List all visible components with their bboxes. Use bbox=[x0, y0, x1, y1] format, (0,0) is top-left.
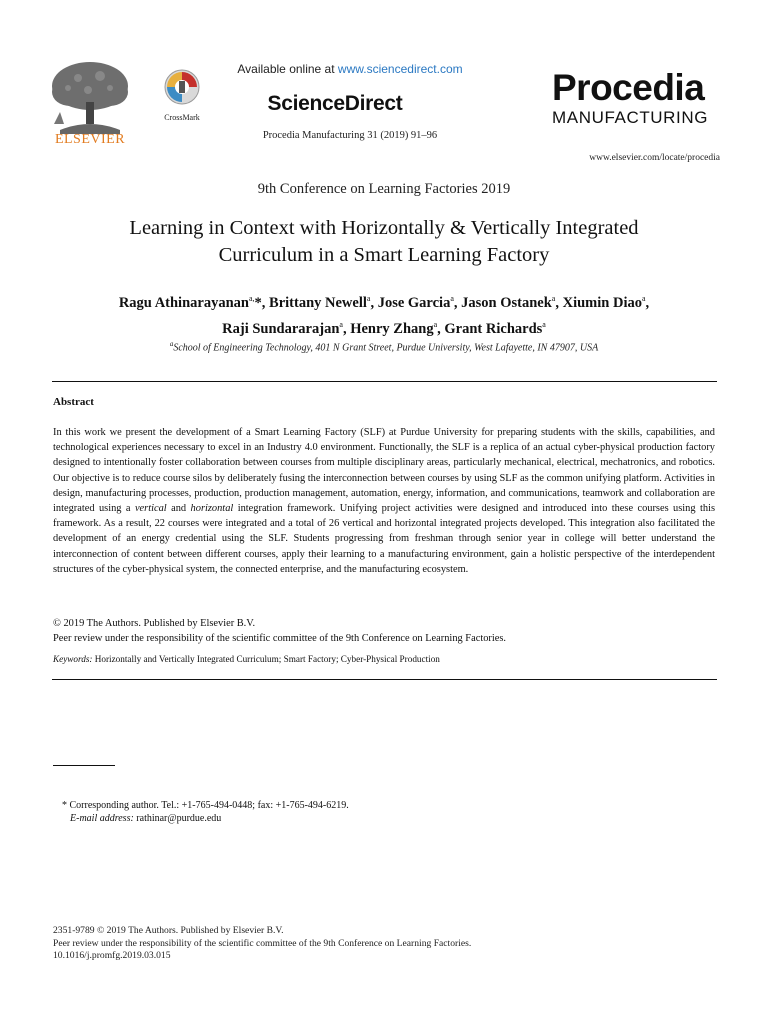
author-sep: *, bbox=[254, 294, 270, 311]
author-sup: a, bbox=[248, 294, 255, 303]
abstract-part: In this work we present the development of a Smart Learning Factory (SLF) at Purdue University for preparing students with the skills, capabilities, and technological experiences necessary to excel in an Industry 4.0 environment. Functionally, the SLF is a replica of an actual cyber-physical production factory designed to intentionally foster collaboration between courses from multiple disciplinary areas, particularly mechanical, electrical, mechatronics, and robotics. Our objective is to reduce course silos by deliberately fusing the interconnection between courses by using SLF as the common unifying platform. Activities in design, manufacturing processes, production, production management, automation, energy, information, and communications, teamwork and collaboration are integrated using a bbox=[53, 427, 715, 515]
procedia-url[interactable]: www.elsevier.com/locate/procedia bbox=[589, 153, 720, 163]
author-sep: , bbox=[437, 320, 445, 337]
author-name: Brittany Newell bbox=[269, 294, 367, 311]
journal-citation: Procedia Manufacturing 31 (2019) 91–96 bbox=[262, 130, 438, 141]
author-sep: , bbox=[370, 294, 378, 311]
author-sup: a bbox=[433, 319, 438, 329]
author-name: Xiumin Diao bbox=[562, 294, 642, 311]
abstract-emphasis: vertical bbox=[134, 503, 167, 515]
author-name: Henry Zhang bbox=[350, 320, 434, 337]
footnote-rule bbox=[53, 765, 115, 766]
email-label: E-mail address: bbox=[70, 813, 134, 824]
author-sep: , bbox=[645, 294, 650, 311]
paper-title bbox=[60, 215, 708, 269]
abstract-part: and bbox=[166, 503, 191, 515]
author-sup: a bbox=[366, 294, 371, 303]
crossmark-icon bbox=[162, 68, 202, 106]
keywords-label: Keywords: bbox=[53, 654, 93, 664]
title-line-1: Learning in Context with Horizontally & Vertically Integrated bbox=[129, 217, 639, 239]
procedia-subtitle: MANUFACTURING bbox=[552, 108, 709, 127]
issn-line: 2351-9789 © 2019 The Authors. Published by Elsevier B.V. bbox=[53, 925, 284, 936]
divider-bottom bbox=[52, 679, 717, 680]
divider-top bbox=[52, 381, 717, 382]
title-line-2: Curriculum in a Smart Learning Factory bbox=[218, 244, 550, 266]
abstract-emphasis: horizontal bbox=[190, 503, 234, 515]
abstract-part: integration framework. Unifying project activities were designed and introduced into these courses using this framework. As a result, 22 courses were integrated and a total of 26 vertical and horizontal integrated projects developed. This integration also facilitated the development of an energy credential using the SLF. Students progressing from freshman through senior year in college will better understand the interconnection of content between different courses, apply their learning to a manufacturing environment, gain a holistic perspective of the interdependent structures of the cyber-physical system, the connected enterprise, and the manufacturing ecosystem. bbox=[53, 503, 716, 575]
copyright-line: © 2019 The Authors. Published by Elsevier B.V. bbox=[53, 618, 256, 629]
available-online bbox=[200, 62, 500, 76]
affiliation-sup: a bbox=[169, 340, 174, 348]
conference-name: 9th Conference on Learning Factories 2019 bbox=[257, 181, 511, 197]
author-name: Grant Richards bbox=[444, 320, 543, 337]
email-address[interactable]: rathinar@purdue.edu bbox=[133, 813, 222, 824]
procedia-name: Procedia bbox=[552, 67, 705, 108]
author-name: Jose Garcia bbox=[377, 294, 451, 311]
abstract-text bbox=[53, 425, 715, 577]
author-sup: a bbox=[641, 294, 646, 303]
peer-review-line: Peer review under the responsibility of the scientific committee of the 9th Conference on Learning Factories. bbox=[53, 633, 506, 644]
corresponding-author: * Corresponding author. Tel.: +1-765-494-0448; fax: +1-765-494-6219. bbox=[62, 800, 349, 811]
author-name: Ragu Athinarayanan bbox=[118, 294, 249, 311]
copyright-block bbox=[53, 616, 715, 646]
author-sep: , bbox=[453, 294, 462, 311]
author-sup: a bbox=[450, 294, 454, 303]
author-sep: , bbox=[555, 294, 563, 311]
sciencedirect-link[interactable]: www.sciencedirect.com bbox=[337, 62, 463, 76]
available-prefix: Available online at bbox=[237, 62, 338, 76]
sciencedirect-title: ScienceDirect bbox=[267, 92, 403, 115]
crossmark-label: CrossMark bbox=[164, 113, 200, 122]
email-line bbox=[70, 813, 221, 824]
affiliation-text: School of Engineering Technology, 401 N Grant Street, Purdue University, West Lafayette, IN 47907, USA bbox=[173, 342, 599, 354]
author-name: Jason Ostanek bbox=[461, 294, 552, 311]
author-sep: , bbox=[342, 320, 351, 337]
keywords bbox=[53, 654, 715, 664]
abstract-heading: Abstract bbox=[53, 396, 94, 408]
author-name: Raji Sundararajan bbox=[222, 320, 340, 337]
author-sup: a bbox=[551, 294, 556, 303]
author-list bbox=[40, 288, 728, 340]
author-sup: a bbox=[339, 319, 343, 329]
elsevier-wordmark: ELSEVIER bbox=[54, 132, 126, 147]
procedia-logo bbox=[552, 68, 724, 128]
doi-line[interactable]: 10.1016/j.promfg.2019.03.015 bbox=[53, 950, 171, 962]
crossmark-badge[interactable] bbox=[160, 68, 204, 122]
affiliation bbox=[40, 340, 728, 353]
author-sup: a bbox=[542, 319, 546, 329]
keywords-text: Horizontally and Vertically Integrated Curriculum; Smart Factory; Cyber-Physical Production bbox=[92, 654, 440, 664]
peer-review-footer: Peer review under the responsibility of the scientific committee of the 9th Conference on Learning Factories. bbox=[53, 937, 472, 949]
publication-info bbox=[53, 925, 715, 963]
